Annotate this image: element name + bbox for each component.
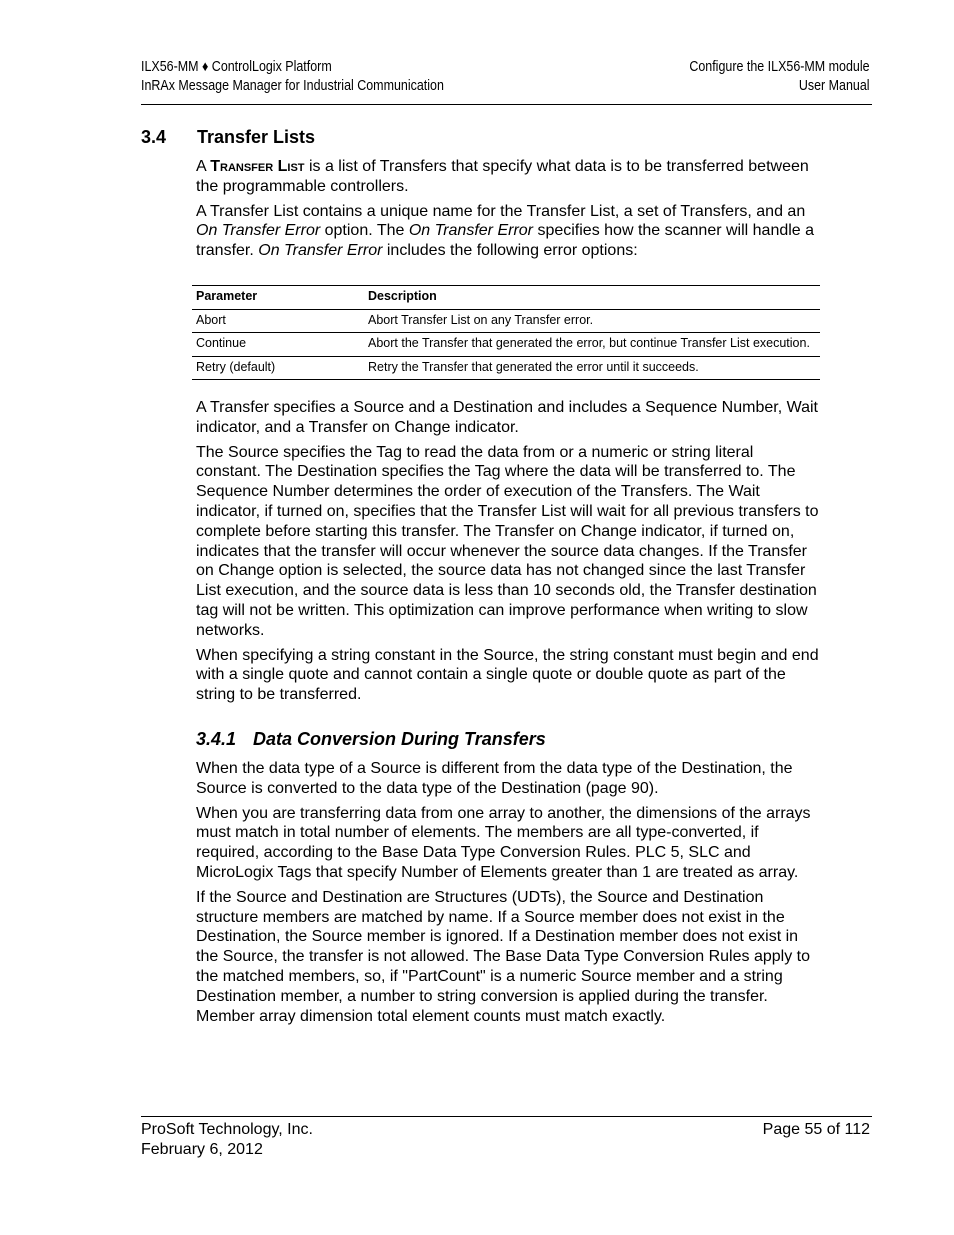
intro-paragraph-1: A Transfer List is a list of Transfers that specify what data is to be transferred between the programmable controllers. bbox=[196, 158, 809, 195]
description-cell: Retry the Transfer that generated the error until it succeeds. bbox=[364, 356, 820, 380]
table-row bbox=[192, 309, 820, 333]
parameter-cell: Continue bbox=[192, 333, 364, 357]
table-header-row bbox=[192, 286, 820, 310]
transfer-description bbox=[196, 398, 822, 705]
transfer-paragraph-3: When specifying a string constant in the Source, the string constant must begin and end with a single quote and cannot contain a single quote or double quote as part of the string to be transferred. bbox=[196, 646, 819, 704]
table-row bbox=[192, 356, 820, 380]
transfer-paragraph-1: A Transfer specifies a Source and a Destination and includes a Sequence Number, Wait indicator, and a Transfer on Change indicator. bbox=[196, 399, 818, 436]
header-divider bbox=[141, 104, 872, 105]
column-header-description: Description bbox=[364, 286, 820, 310]
transfer-paragraph-2: The Source specifies the Tag to read the data from or a numeric or string literal constant. The Destination specifies the Tag where the data will be transferred to. The Sequence Number determines the order of execution of the Transfers. The Wait indicator, if turned on, specifies that the Transfer List will wait for all previous transfers to complete before starting this transfer. The Transfer on Change indicator, if turned on, indicates that the transfer will occur whenever the source data changes. If the Transfer on Change option is selected, the source data has not changed since the last Transfer List execution, and the source data is less than 10 seconds old, the Transfer destination tag will not be written. This optimization can improve performance when writing to slow networks. bbox=[196, 443, 819, 639]
header-product-name: InRAx Message Manager for Industrial Communication bbox=[141, 78, 444, 94]
header-doc-type: User Manual bbox=[799, 78, 870, 94]
section-intro bbox=[196, 157, 822, 261]
header-product-line: ILX56-MM ♦ ControlLogix Platform bbox=[141, 59, 332, 75]
header-chapter: Configure the ILX56-MM module bbox=[689, 59, 870, 75]
footer-date: February 6, 2012 bbox=[141, 1141, 263, 1158]
page-footer-left bbox=[141, 1120, 313, 1160]
conversion-paragraph-1: When the data type of a Source is different from the data type of the Destination, the Source is converted to the data type of the Destination (page 90). bbox=[196, 760, 793, 797]
data-conversion-body bbox=[196, 759, 822, 1026]
subsection-number: 3.4.1 bbox=[196, 729, 237, 749]
section-number: 3.4 bbox=[141, 127, 167, 147]
error-options-table bbox=[192, 285, 820, 380]
conversion-paragraph-2: When you are transferring data from one array to another, the dimensions of the arrays must match in total number of elements. The members are all type-converted, if required, according to the Base Data Type Conversion Rules. PLC 5, SLC and MicroLogix Tags that specify Number of Elements greater than 1 are treated as array. bbox=[196, 804, 811, 881]
parameter-cell: Abort bbox=[192, 309, 364, 333]
term-transfer-list: Transfer List bbox=[210, 158, 305, 175]
column-header-parameter: Parameter bbox=[192, 286, 364, 310]
section-heading bbox=[141, 126, 315, 148]
page-header-left bbox=[141, 58, 768, 96]
description-cell: Abort Transfer List on any Transfer error. bbox=[364, 309, 820, 333]
description-cell: Abort the Transfer that generated the error, but continue Transfer List execution. bbox=[364, 333, 820, 357]
subsection-heading bbox=[196, 728, 546, 750]
conversion-paragraph-3: If the Source and Destination are Structures (UDTs), the Source and Destination structure members are matched by name. If a Source member does not exist in the Destination, the Source member is ignored. If a Destination member does not exist in the Source, the transfer is not allowed. The Base Data Type Conversion Rules apply to the matched members, so, if "PartCount" is a numeric Source member and a string Destination member, a number to string conversion is applied during the transfer. Member array dimension total element counts must match exactly. bbox=[196, 888, 810, 1025]
intro-paragraph-2: A Transfer List contains a unique name for the Transfer List, a set of Transfers, and an On Transfer Error option. The On Transfer Error specifies how the scanner will handle a transfer. On Transfer Error includes the following error options: bbox=[196, 202, 815, 260]
page-number: Page 55 of 112 bbox=[762, 1121, 870, 1138]
section-title: Transfer Lists bbox=[197, 127, 316, 147]
parameter-cell: Retry (default) bbox=[192, 356, 364, 380]
subsection-title: Data Conversion During Transfers bbox=[253, 729, 546, 749]
table-row bbox=[192, 333, 820, 357]
footer-divider bbox=[141, 1116, 872, 1117]
footer-company: ProSoft Technology, Inc. bbox=[141, 1121, 313, 1138]
page-header-right bbox=[690, 58, 870, 96]
